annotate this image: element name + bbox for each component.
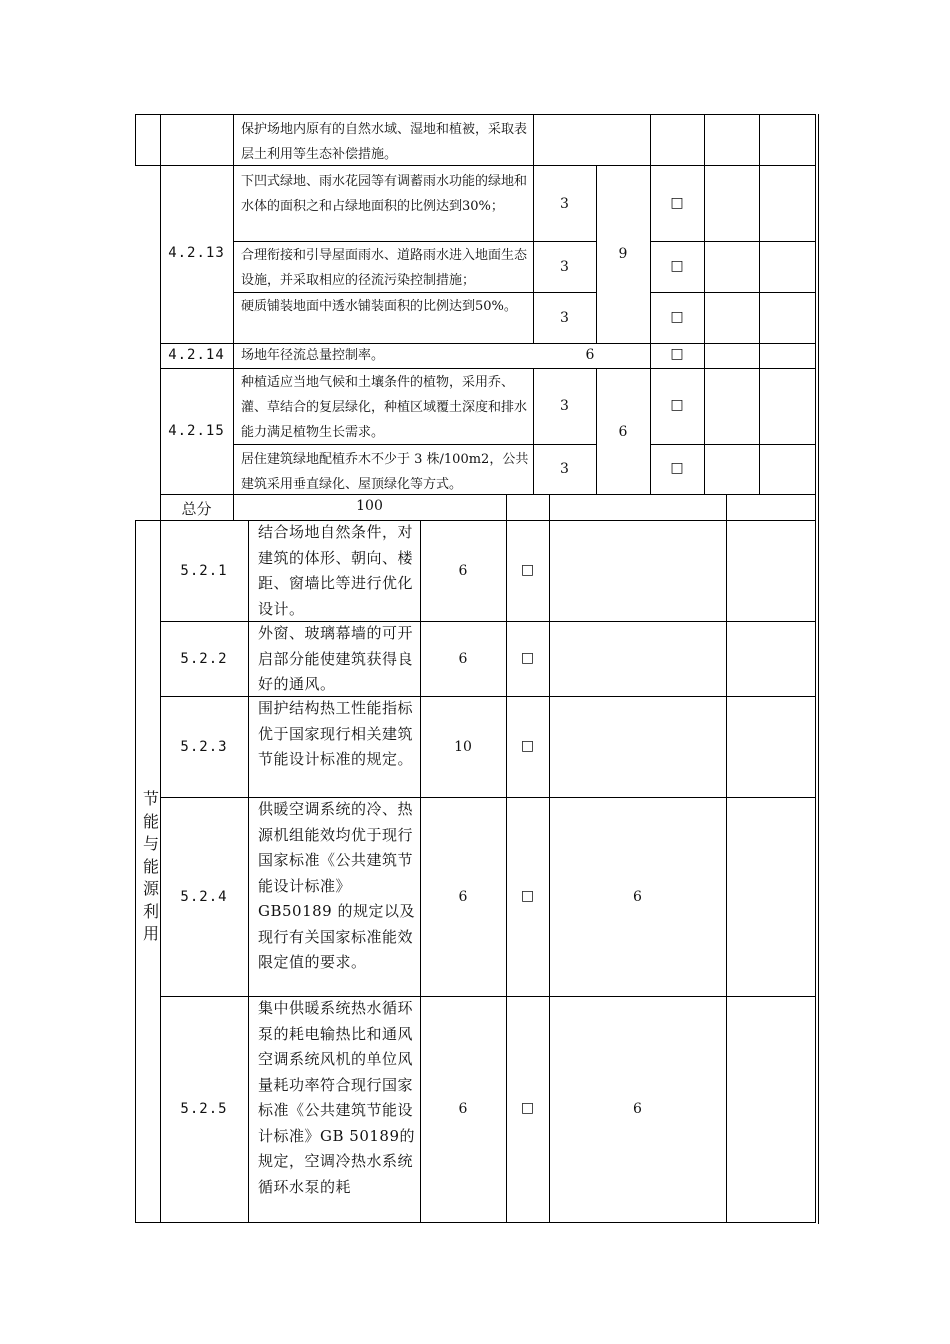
item-score: 3 (560, 310, 569, 326)
checkbox-icon[interactable]: □ (670, 309, 684, 325)
category-char: 与 (142, 834, 159, 853)
checkbox-icon[interactable]: □ (670, 195, 684, 211)
grid-line (160, 114, 161, 520)
grid-line (135, 114, 136, 166)
grid-line (815, 114, 816, 494)
item-description: 居住建筑绿地配植乔木不少于 3 株/100m2，公共建筑采用垂直绿化、屋顶绿化等方式。 (241, 452, 529, 492)
item-description: 供暖空调系统的冷、热源机组能效均优于现行国家标准《公共建筑节能设计标准》GB50189 的规定以及现行有关国家标准能效限定值的要求。 (258, 800, 415, 971)
item-description: 场地年径流总量控制率。 (241, 348, 385, 363)
item-description: 下凹式绿地、雨水花园等有调蓄雨水功能的绿地和水体的面积之和占绿地面积的比例达到30%； (241, 174, 528, 214)
item-score: 10 (454, 739, 472, 755)
item-code: 5.2.5 (180, 1101, 228, 1117)
item-code: 4.2.13 (168, 245, 225, 261)
grid-line (420, 520, 421, 1223)
checkbox-icon[interactable]: □ (670, 460, 684, 476)
category-char: 用 (142, 924, 159, 943)
item-description: 合理衔接和引导屋面雨水、道路雨水进入地面生态设施，并采取相应的径流污染控制措施； (241, 248, 528, 288)
grid-line (135, 1222, 816, 1223)
grid-line (135, 520, 136, 1223)
grid-line (533, 114, 534, 343)
grid-line (726, 494, 727, 1223)
item-score: 3 (560, 196, 569, 212)
item-code: 5.2.3 (180, 739, 228, 755)
grid-line (704, 114, 705, 494)
grid-line (135, 520, 816, 521)
grid-line (815, 494, 816, 1223)
item-description: 种植适应当地气候和土壤条件的植物，采用乔、灌、草结合的复层绿化，种植区域覆土深度和排水能力满足植物生长需求。 (241, 375, 528, 440)
grid-line (759, 114, 760, 494)
item-score: 3 (560, 461, 569, 477)
grid-line (818, 114, 819, 1224)
checkbox-icon[interactable]: □ (520, 650, 535, 666)
item-description: 集中供暖系统热水循环泵的耗电输热比和通风空调系统风机的单位风量耗功率符合现行国家标准《公共建筑节能设计标准》GB 50189的规定，空调冷热水系统循环水泵的耗 (258, 999, 415, 1196)
grid-line (248, 520, 249, 1223)
item-code: 5.2.4 (180, 889, 228, 905)
item-description: 硬质铺装地面中透水铺装面积的比例达到50%。 (241, 299, 517, 314)
category-char: 利 (142, 901, 159, 921)
item-description: 保护场地内原有的自然水域、湿地和植被，采取表层土利用等生态补偿措施。 (241, 122, 528, 162)
category-char: 源 (142, 879, 159, 898)
item-score: 6 (585, 347, 595, 363)
item-score: 6 (458, 1101, 468, 1117)
item-code: 4.2.15 (168, 423, 225, 439)
grid-line (650, 241, 816, 242)
category-char: 能 (142, 856, 159, 876)
total-value: 100 (356, 498, 383, 514)
checkbox-icon[interactable]: □ (670, 346, 684, 362)
grid-line (160, 368, 816, 369)
checkbox-icon[interactable]: □ (520, 888, 535, 904)
item-score: 6 (458, 563, 468, 579)
total-label: 总分 (181, 500, 212, 518)
grid-line (650, 292, 816, 293)
item-description: 外窗、玻璃幕墙的可开启部分能使建筑获得良好的通风。 (258, 624, 414, 693)
extra-score: 6 (633, 1101, 642, 1117)
category-char: 能 (142, 811, 159, 831)
item-code: 5.2.1 (180, 563, 228, 579)
grid-line (233, 241, 596, 242)
item-score: 6 (458, 889, 468, 905)
checkbox-icon[interactable]: □ (520, 562, 535, 578)
item-score: 6 (458, 651, 468, 667)
checkbox-icon[interactable]: □ (520, 738, 535, 754)
item-description: 结合场地自然条件，对建筑的体形、朝向、楼距、窗墙比等进行优化设计。 (258, 523, 414, 618)
item-code: 5.2.2 (180, 651, 228, 667)
checkbox-icon[interactable]: □ (520, 1100, 535, 1116)
item-code: 4.2.14 (168, 347, 225, 363)
grid-line (233, 114, 234, 520)
category-label (141, 788, 161, 946)
grid-line (650, 114, 651, 494)
group-score: 9 (618, 246, 628, 262)
item-score: 3 (560, 398, 569, 414)
checkbox-icon[interactable]: □ (670, 258, 684, 274)
grid-line (650, 444, 816, 445)
extra-score: 6 (633, 889, 642, 905)
checkbox-icon[interactable]: □ (670, 397, 684, 413)
group-score: 6 (618, 424, 628, 440)
item-score: 3 (560, 259, 569, 275)
grid-line (135, 114, 816, 115)
category-char: 节 (142, 789, 159, 808)
item-description: 围护结构热工性能指标优于国家现行相关建筑节能设计标准的规定。 (258, 699, 414, 768)
